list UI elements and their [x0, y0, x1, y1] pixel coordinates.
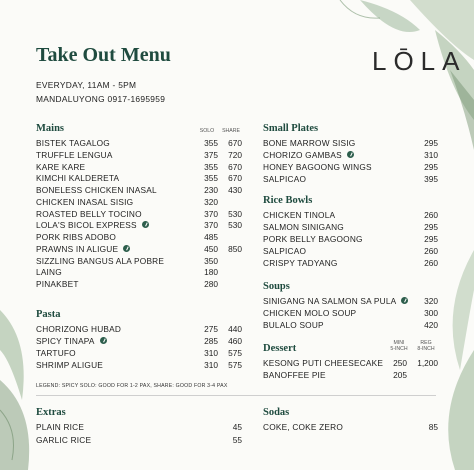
menu-item-solo-price: 230	[204, 185, 218, 195]
menu-item-solo-price: 370	[204, 220, 218, 231]
menu-item-row	[36, 347, 246, 359]
menu-item-row	[36, 243, 246, 255]
menu-item-price-price: 395	[424, 174, 438, 184]
menu-item-row	[263, 137, 473, 149]
menu-item-share-price: 850	[228, 243, 242, 254]
menu-item-row	[263, 233, 473, 245]
menu-item-mini-price: 250	[393, 358, 407, 368]
menu-item-solo-price: 375	[204, 149, 218, 160]
menu-title: Take Out Menu	[36, 44, 171, 66]
menu-item-price-price: 320	[424, 296, 438, 306]
menu-item-name: PRAWNS IN ALIGUE	[36, 243, 119, 254]
legend-text: LEGEND: SPICY SOLO: GOOD FOR 1-2 PAX, SHARE: GOOD FOR 3-4 PAX	[36, 383, 228, 389]
menu-item-solo-price: 310	[204, 360, 218, 370]
menu-item-share-price: 670	[228, 138, 242, 148]
menu-item-row	[36, 149, 246, 161]
menu-item-row	[263, 149, 473, 161]
menu-item-name: SIZZLING BANGUS ALA POBRE	[36, 255, 165, 266]
menu-item-row	[263, 319, 473, 331]
menu-item-row	[36, 323, 246, 335]
menu-item-name: SHRIMP ALIGUE	[36, 360, 103, 370]
legend-note	[36, 383, 228, 389]
menu-item-share-price: 460	[228, 336, 242, 346]
menu-item-row	[263, 173, 473, 185]
menu-item-name: KARE KARE	[36, 161, 86, 172]
menu-item-name: SALMON SINIGANG	[263, 222, 344, 232]
menu-item-row	[36, 184, 246, 196]
menu-item-name: PINAKBET	[36, 279, 79, 289]
menu-item-name: SPICY TINAPA	[36, 336, 95, 346]
menu-item-name: GARLIC RICE	[36, 435, 92, 445]
menu-item-row	[36, 278, 246, 290]
menu-item-name: BULALO SOUP	[263, 320, 324, 330]
menu-item-name: SALPICAO	[263, 174, 307, 184]
menu-item-share-price: 530	[228, 220, 242, 231]
menu-item-row	[36, 255, 246, 267]
menu-item-price-price: 310	[424, 150, 438, 160]
dessert-heading: Dessert	[263, 343, 297, 354]
menu-item-name: CHICKEN INASAL SISIG	[36, 196, 134, 207]
menu-item-name: CHORIZONG HUBAD	[36, 324, 122, 334]
menu-item-row	[36, 231, 246, 243]
menu-item-share-price: 720	[228, 149, 242, 160]
solo-column-header: SOLO	[199, 128, 215, 134]
menu-item-name: TARTUFO	[36, 348, 76, 358]
menu-item-row	[36, 208, 246, 220]
menu-item-name: SALPICAO	[263, 246, 307, 256]
menu-item-share-price: 670	[228, 161, 242, 172]
menu-item-solo-price: 285	[204, 336, 218, 346]
menu-item-name: SINIGANG NA SALMON SA PULA	[263, 296, 397, 306]
spicy-chili-icon	[142, 221, 149, 228]
menu-item-price-price: 85	[428, 422, 438, 432]
menu-item-row	[263, 307, 473, 319]
menu-item-row	[263, 221, 473, 233]
menu-item-row	[36, 196, 246, 208]
menu-item-name: PORK BELLY BAGOONG	[263, 234, 363, 244]
menu-item-row	[263, 369, 473, 381]
menu-item-price-price: 260	[424, 210, 438, 220]
menu-item-name: PORK RIBS ADOBO	[36, 232, 116, 242]
menu-item-solo-price: 355	[204, 161, 218, 172]
menu-item-price-price: 45	[232, 422, 242, 432]
menu-item-row	[263, 257, 473, 269]
menu-item-row	[36, 266, 246, 278]
menu-item-share-price: 440	[228, 324, 242, 334]
menu-item-share-price: 575	[228, 360, 242, 370]
menu-item-row	[36, 137, 246, 149]
menu-item-row	[36, 359, 246, 371]
menu-item-name: CHICKEN TINOLA	[263, 210, 336, 220]
menu-item-share-price: 530	[228, 208, 242, 219]
menu-item-row	[36, 161, 246, 173]
menu-item-name: HONEY BAGOONG WINGS	[263, 162, 372, 172]
menu-item-price-price: 260	[424, 258, 438, 268]
lola-logo: LŌLA	[372, 46, 467, 76]
menu-item-name: BANOFFEE PIE	[263, 370, 326, 380]
menu-item-name: ROASTED BELLY TOCINO	[36, 208, 142, 219]
soups-heading: Soups	[263, 281, 290, 292]
menu-item-name: CRISPY TADYANG	[263, 258, 338, 268]
menu-item-solo-price: 310	[204, 348, 218, 358]
menu-item-price-price: 260	[424, 246, 438, 256]
menu-item-price-price: 295	[424, 162, 438, 172]
menu-item-row	[263, 357, 473, 369]
reg-column-header: REG 8-INCH	[417, 340, 435, 352]
small-plates-heading: Small Plates	[263, 123, 319, 134]
menu-item-name: LAING	[36, 267, 62, 278]
menu-item-name: CHORIZO GAMBAS	[263, 150, 342, 160]
mini-column-header: MINI 5-INCH	[390, 340, 408, 352]
spicy-chili-icon	[100, 337, 107, 344]
menu-item-name: BONELESS CHICKEN INASAL	[36, 185, 157, 195]
menu-item-row	[36, 335, 246, 347]
menu-item-solo-price: 180	[204, 267, 218, 278]
menu-item-share-price: 670	[228, 173, 242, 184]
menu-item-share-price: 575	[228, 348, 242, 358]
extras-heading: Extras	[36, 407, 66, 418]
spicy-chili-icon	[401, 297, 408, 304]
menu-item-solo-price: 355	[204, 138, 218, 148]
spicy-chili-icon	[123, 245, 130, 252]
rice-bowls-heading: Rice Bowls	[263, 195, 313, 206]
menu-item-name: TRUFFLE LENGUA	[36, 149, 113, 160]
menu-item-price-price: 300	[424, 308, 438, 318]
opening-hours: EVERYDAY, 11AM - 5PM	[36, 80, 137, 90]
pasta-heading: Pasta	[36, 309, 61, 320]
menu-item-price-price: 295	[424, 234, 438, 244]
menu-item-share-price: 430	[228, 185, 242, 195]
menu-item-reg-price: 1,200	[417, 358, 438, 368]
menu-item-row	[36, 421, 246, 433]
menu-item-row	[36, 172, 246, 184]
menu-item-name: COKE, COKE ZERO	[263, 422, 343, 432]
menu-item-mini-price: 205	[393, 370, 407, 380]
menu-item-price-price: 420	[424, 320, 438, 330]
menu-item-name: KESONG PUTI CHEESECAKE	[263, 358, 384, 368]
menu-item-name: CHICKEN MOLO SOUP	[263, 308, 357, 318]
menu-item-solo-price: 450	[204, 243, 218, 254]
foliage-bottom-left-illustration	[0, 290, 40, 470]
menu-item-price-price: 55	[232, 435, 242, 445]
spicy-chili-icon	[347, 151, 354, 158]
menu-item-row	[263, 421, 473, 433]
location-contact: MANDALUYONG 0917-1695959	[36, 94, 166, 104]
mains-heading: Mains	[36, 123, 65, 134]
menu-item-name: LOLA'S BICOL EXPRESS	[36, 220, 137, 231]
menu-item-name: PLAIN RICE	[36, 422, 85, 432]
menu-item-name: KIMCHI KALDERETA	[36, 173, 120, 184]
sodas-heading: Sodas	[263, 407, 290, 418]
menu-item-price-price: 295	[424, 138, 438, 148]
menu-item-solo-price: 485	[204, 232, 218, 242]
menu-item-row	[263, 161, 473, 173]
menu-item-name: BONE MARROW SISIG	[263, 138, 356, 148]
menu-item-row	[263, 209, 473, 221]
menu-item-row	[36, 434, 246, 446]
share-column-header: SHARE	[222, 128, 240, 134]
menu-item-solo-price: 275	[204, 324, 218, 334]
menu-item-row	[263, 245, 473, 257]
menu-item-solo-price: 370	[204, 208, 218, 219]
menu-item-solo-price: 320	[204, 196, 218, 207]
menu-item-row	[263, 295, 473, 307]
menu-item-solo-price: 280	[204, 279, 218, 289]
menu-item-solo-price: 350	[204, 255, 218, 266]
menu-item-solo-price: 355	[204, 173, 218, 184]
section-divider	[36, 395, 436, 396]
menu-item-name: BISTEK TAGALOG	[36, 138, 110, 148]
menu-item-price-price: 295	[424, 222, 438, 232]
menu-item-row	[36, 219, 246, 231]
